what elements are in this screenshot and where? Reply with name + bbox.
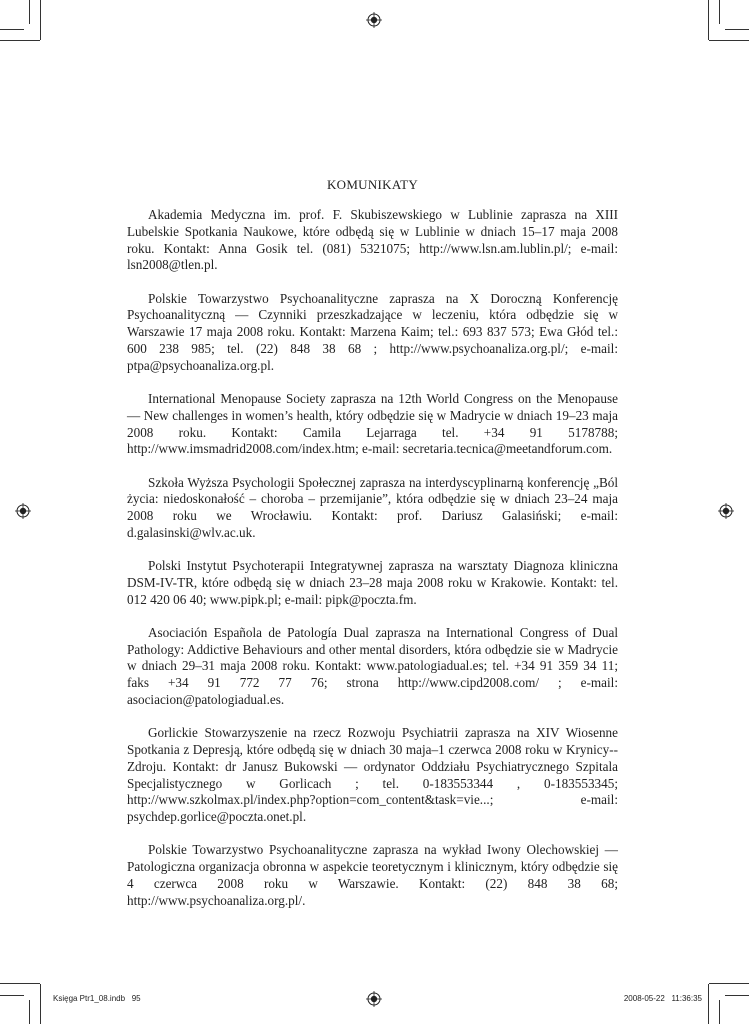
announcements-body — [127, 207, 618, 926]
announcement-paragraph: Polski Instytut Psychoterapii Integratywnej zaprasza na warsztaty Diagnoza kliniczna DSM-IV-TR, które odbędą się w dniach 23–28 maja 2008 roku w Krakowie. Kontakt: tel. 012 420 06 40; www.pipk.pl; e-mail: pipk@poczta.fm. — [127, 558, 618, 607]
crop-mark — [708, 0, 709, 40]
announcement-paragraph: Polskie Towarzystwo Psychoanalityczne zaprasza na X Doroczną Konferencję Psychoanalityczną — Czynniki przeszkadzające w leczeniu, która odbędzie się w Warszawie 17 maja 2008 roku. Kontakt: Marzena Kaim; tel.: 693 837 573; Ewa Głód tel.: 600 238 985; tel. (22) 848 38 68 ; http://www.psychoanaliza.org.pl/; e-mail: ptpa@psychoanaliza.org.pl. — [127, 290, 618, 373]
crop-mark — [719, 0, 720, 24]
crop-mark — [719, 1000, 720, 1024]
crop-mark — [0, 983, 40, 984]
footer-timestamp: 2008-05-22 11:36:35 — [623, 994, 702, 1003]
announcement-paragraph: Asociación Española de Patología Dual zaprasza na International Congress of Dual Pathology: Addictive Behaviours and other mental disorders, która odbędzie sie w Madrycie w dniach 29–31 maja 2008 roku. Kontakt: www.patologiadual.es; tel. +34 91 359 34 11; faks +34 91 772 77 76; strona http://www.cipd2008.com/ ; e-mail: asociacion@patologiadual.es. — [127, 624, 618, 708]
crop-mark — [40, 984, 41, 1024]
announcement-paragraph: Gorlickie Stowarzyszenie na rzecz Rozwoju Psychiatrii zaprasza na XIV Wiosenne Spotkania z Depresją, które odbędą się w dniach 30 maja–1 czerwca 2008 roku w Krynicy--Zdroju. Kontakt: dr Janusz Bukowski — ordynator Oddziału Psychiatrycznego Szpitala Specjalistycznego w Gorlicach ; tel. 0-183553344 , 0-183553345; http://www.szkolmax.pl/index.php?option=com_content&task=vie...; e-mail: psychdep.gorlice@poczta.onet.pl. — [127, 725, 618, 825]
crop-mark — [708, 984, 709, 1024]
registration-mark-icon — [366, 12, 382, 28]
crop-mark — [709, 40, 749, 41]
crop-mark — [0, 40, 40, 41]
page-title: KOMUNIKATY — [326, 177, 419, 192]
registration-mark-icon — [15, 503, 31, 519]
registration-mark-icon — [366, 991, 382, 1007]
crop-mark — [0, 29, 24, 30]
crop-mark — [29, 1000, 30, 1024]
announcement-paragraph: International Menopause Society zaprasza na 12th World Congress on the Menopause — New challenges in women’s health, który odbędzie się w Madrycie w dniach 19–23 maja 2008 roku. Kontakt: Camila Lejarraga tel. +34 91 5178788; http://www.imsmadrid2008.com/index.htm; e-mail: secretaria.tecnica@meetandforum.com. — [127, 390, 618, 457]
announcement-paragraph: Szkoła Wyższa Psychologii Społecznej zaprasza na interdyscyplinarną konferencję „Ból życia: niedoskonałość – choroba – przemijanie”, która odbędzie się w dniach 23–24 maja 2008 roku we Wrocławiu. Kontakt: prof. Dariusz Galasiński; e-mail: d.galasinski@wlv.ac.uk. — [127, 474, 618, 540]
crop-mark — [725, 995, 749, 996]
announcement-paragraph: Akademia Medyczna im. prof. F. Skubiszewskiego w Lublinie zaprasza na XIII Lubelskie Spotkania Naukowe, które odbędą się w Lublinie w dniach 15–17 maja 2008 roku. Kontakt: Anna Gosik tel. (081) 5321075; http://www.lsn.am.lublin.pl/; e-mail: lsn2008@tlen.pl. — [127, 207, 618, 273]
crop-mark — [0, 995, 24, 996]
crop-mark — [725, 29, 749, 30]
registration-mark-icon — [718, 503, 734, 519]
crop-mark — [40, 0, 41, 40]
footer-file-label: Księga Ptr1_08.indb 95 — [53, 994, 141, 1003]
crop-mark — [709, 983, 749, 984]
announcement-paragraph: Polskie Towarzystwo Psychoanalityczne zaprasza na wykład Iwony Olechowskiej — Patologiczna organizacja obronna w aspekcie teoretycznym i klinicznym, który odbędzie się 4 czerwca 2008 roku w Warszawie. Kontakt: (22) 848 38 68; http://www.psychoanaliza.org.pl/. — [127, 842, 618, 908]
crop-mark — [29, 0, 30, 24]
